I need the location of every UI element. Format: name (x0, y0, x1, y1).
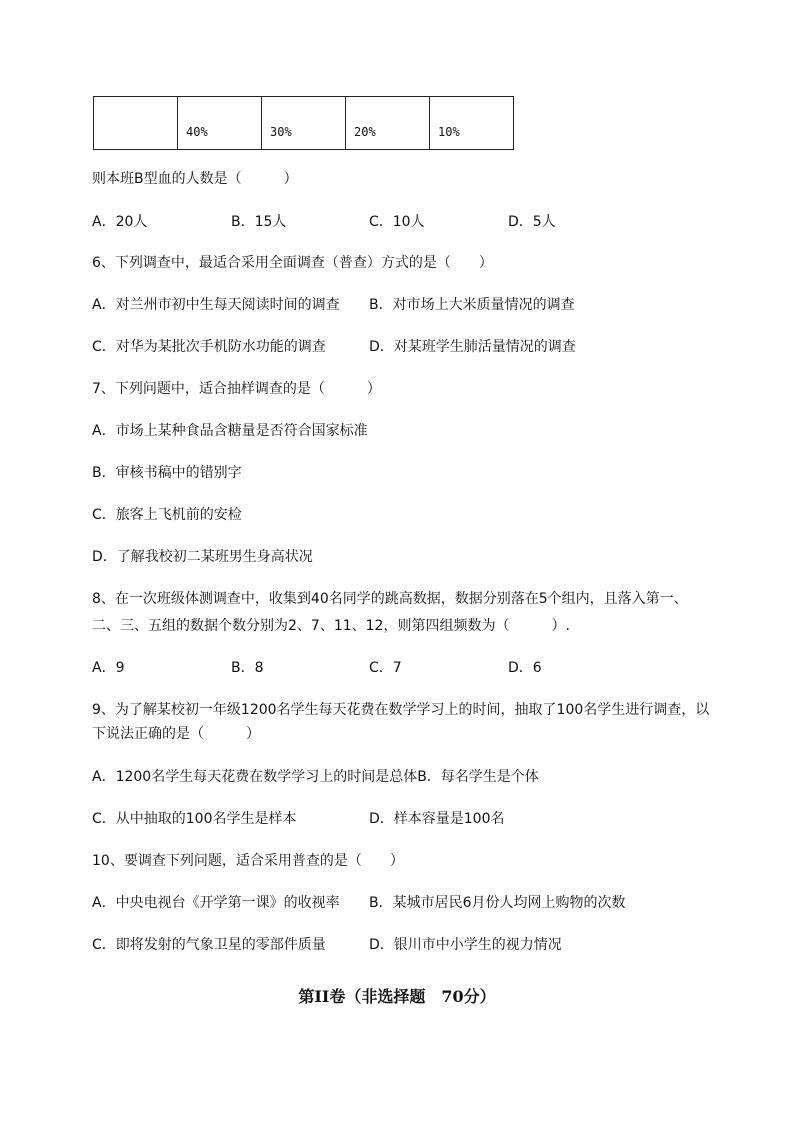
blood-type-table (93, 96, 514, 150)
q9-option-a: A．1200名学生每天花费在数学学习上的时间是总体B．每名学生是个体 (92, 769, 539, 785)
q6-option-a: A．对兰州市初中生每天阅读时间的调查 (92, 297, 340, 313)
table-cell: 20% (346, 97, 430, 150)
q9-option-c: C．从中抽取的100名学生是样本 (92, 811, 297, 827)
section-title: 第II卷（非选择题 70分） (298, 987, 496, 1006)
q9-stem-line1: 9、为了解某校初一年级1200名学生每天花费在数学学习上的时间，抽取了100名学生进行调查，以 (92, 702, 710, 718)
q7-option-d: D．了解我校初二某班男生身高状况 (92, 549, 313, 565)
q10-option-a: A．中央电视台《开学第一课》的收视率 (92, 895, 340, 911)
table-row (94, 97, 514, 150)
q5-stem: 则本班B型血的人数是（ ） (92, 171, 298, 187)
q8-stem-line2: 二、三、五组的数据个数分别为2、7、11、12，则第四组频数为（ ）. (92, 618, 570, 634)
q7-option-a: A．市场上某种食品含糖量是否符合国家标准 (92, 423, 368, 439)
q10-stem: 10、要调查下列问题，适合采用普查的是（ ） (92, 853, 404, 869)
q7-option-b: B．审核书稿中的错别字 (92, 465, 242, 481)
q5-option-b: B．15人 (231, 214, 287, 230)
q10-option-c: C．即将发射的气象卫星的零部件质量 (92, 937, 326, 953)
q6-option-d: D．对某班学生肺活量情况的调查 (369, 339, 576, 355)
table-cell: 10% (430, 97, 514, 150)
q5-option-a: A．20人 (92, 214, 148, 230)
q8-stem-line1: 8、在一次班级体测调查中，收集到40名同学的跳高数据，数据分别落在5个组内，且落入第一、 (92, 591, 688, 607)
q9-option-d: D．样本容量是100名 (369, 811, 505, 827)
table-cell: 40% (178, 97, 262, 150)
q5-option-c: C．10人 (369, 214, 425, 230)
q7-stem: 7、下列问题中，适合抽样调查的是（ ） (92, 381, 381, 397)
q8-option-b: B．8 (231, 660, 264, 676)
q8-option-a: A．9 (92, 660, 125, 676)
table-cell (94, 97, 178, 150)
q10-option-b: B．某城市居民6月份人均网上购物的次数 (369, 895, 626, 911)
q6-option-c: C．对华为某批次手机防水功能的调查 (92, 339, 326, 355)
table-cell: 30% (262, 97, 346, 150)
q6-stem: 6、下列调查中，最适合采用全面调查（普查）方式的是（ ） (92, 255, 493, 271)
q6-option-b: B．对市场上大米质量情况的调查 (369, 297, 575, 313)
q10-option-d: D．银川市中小学生的视力情况 (369, 937, 562, 953)
q8-option-d: D．6 (508, 660, 542, 676)
q8-option-c: C．7 (369, 660, 402, 676)
q5-option-d: D．5人 (508, 214, 556, 230)
q7-option-c: C．旅客上飞机前的安检 (92, 507, 242, 523)
q9-stem-line2: 下说法正确的是（ ） (92, 726, 260, 742)
